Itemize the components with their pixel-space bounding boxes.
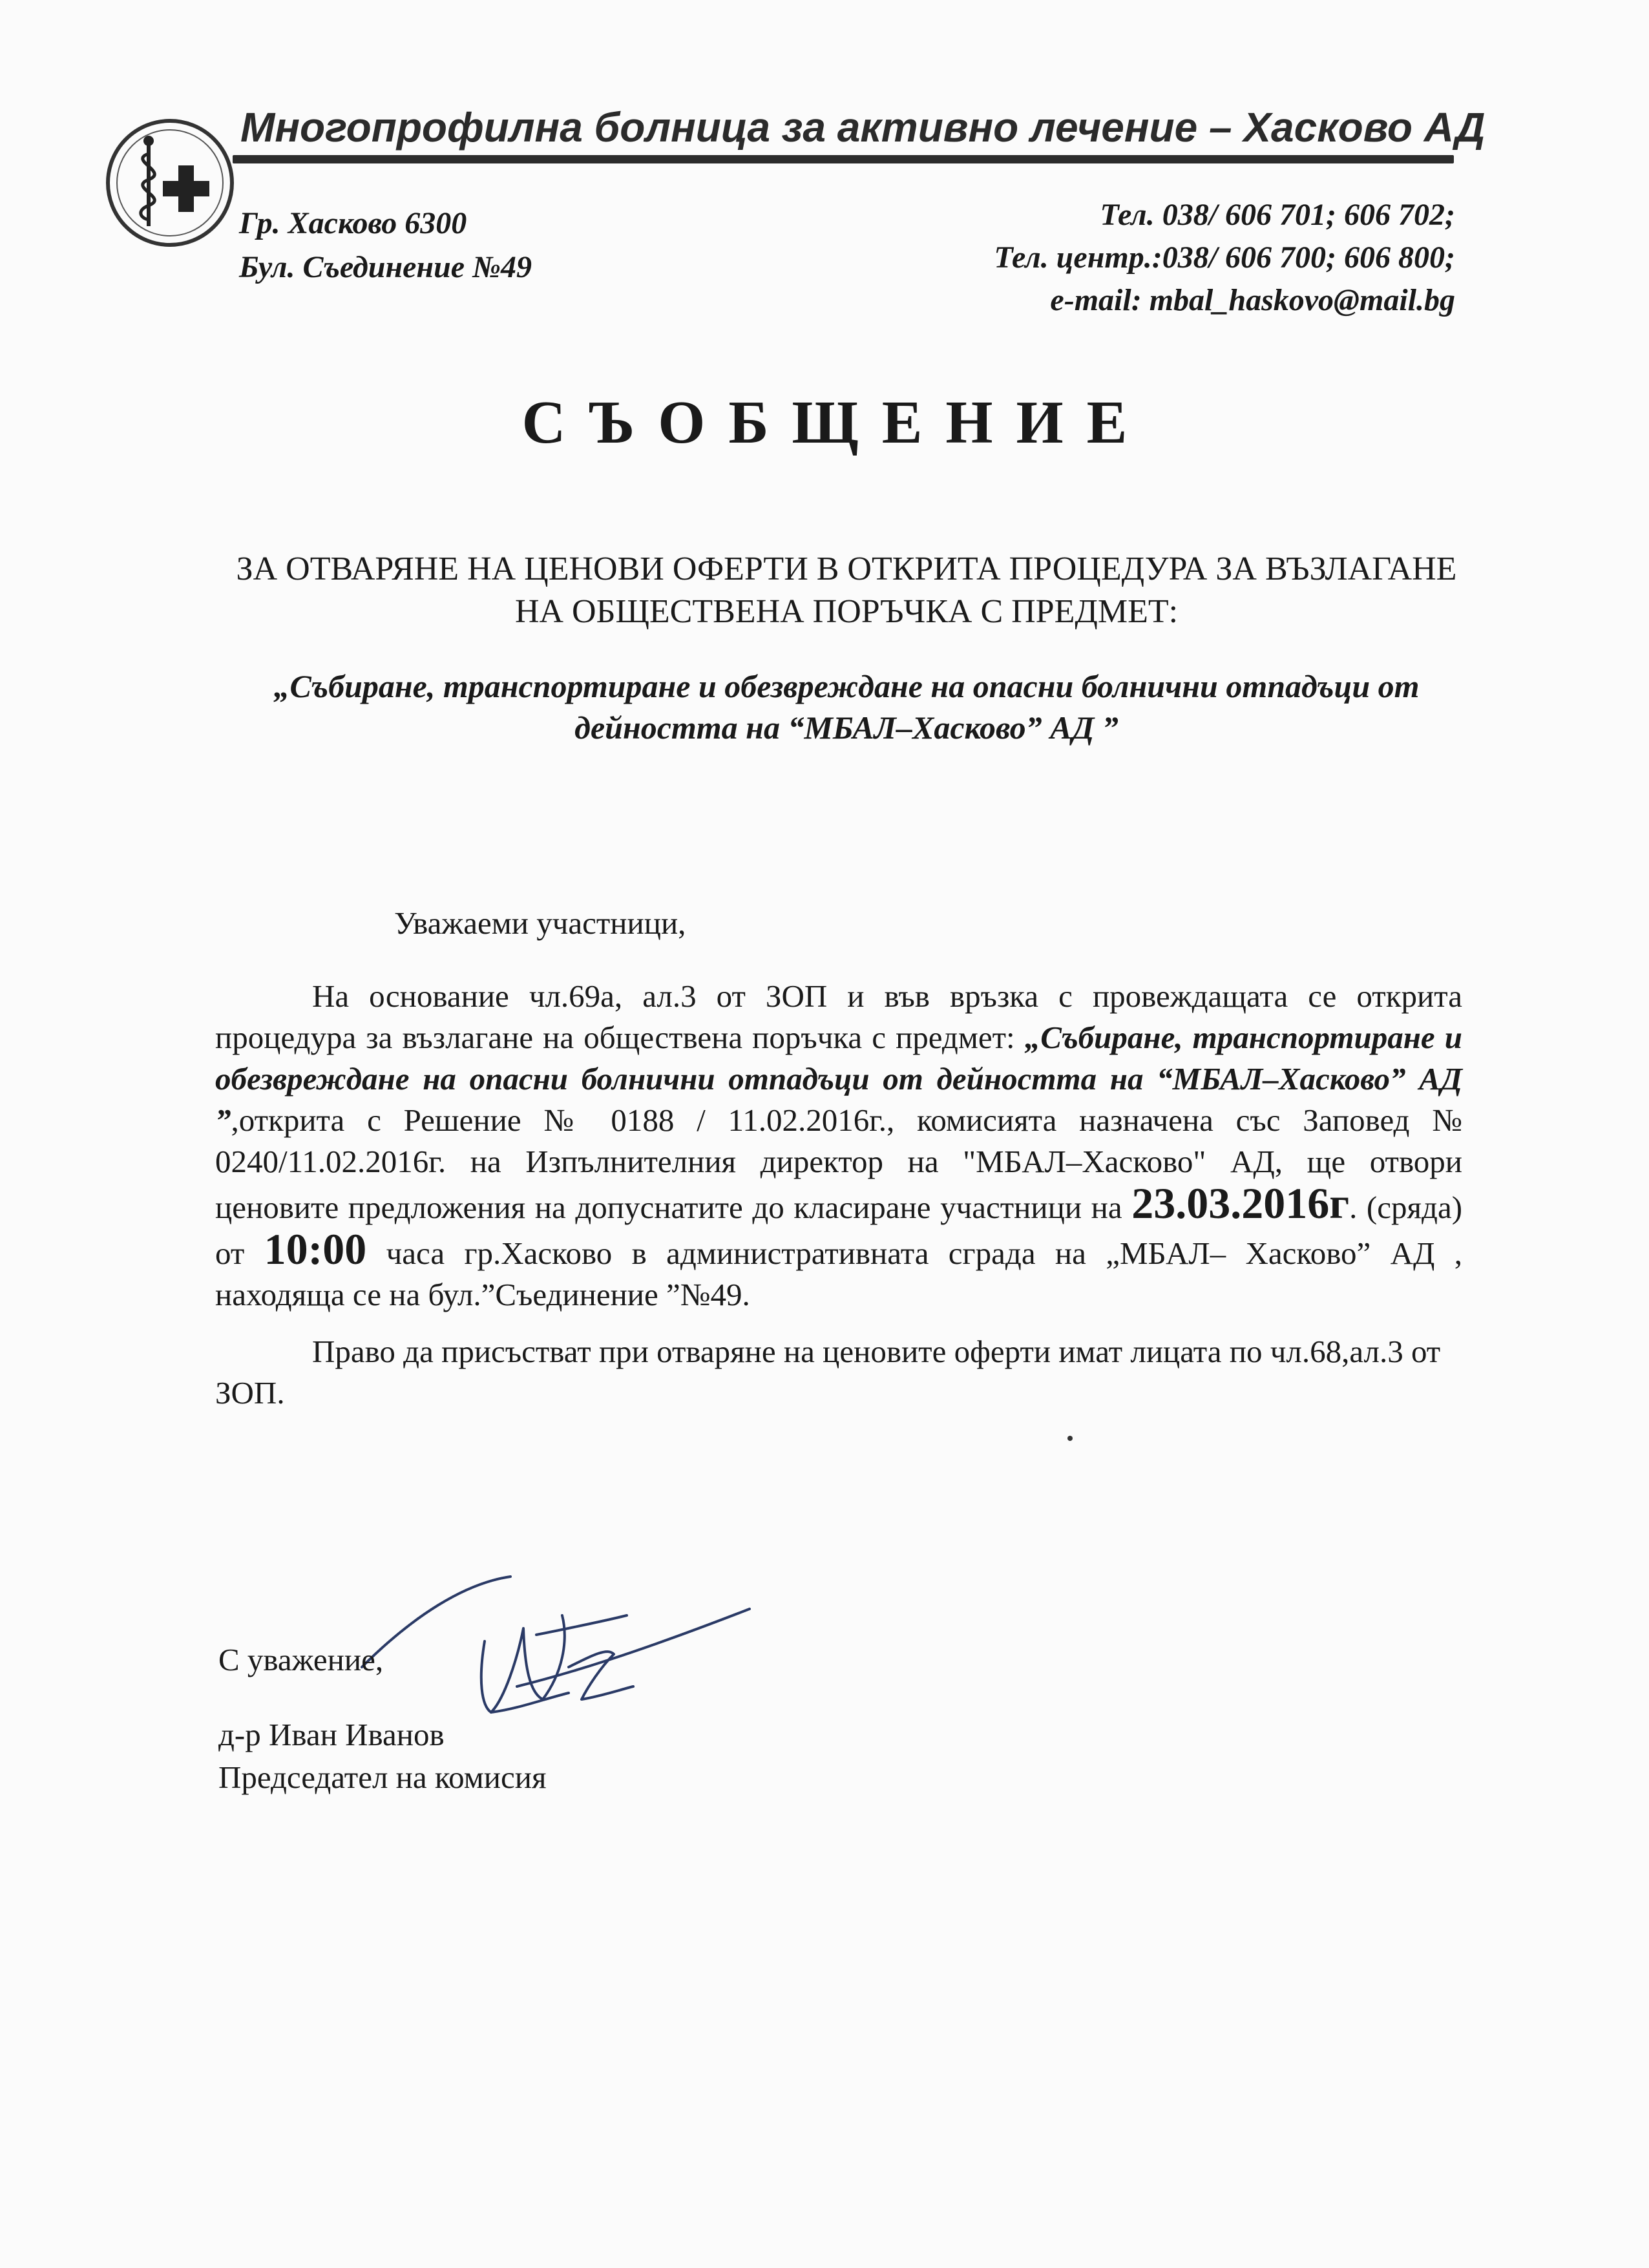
para-text-2: ,открита с Решение № 0188 / 11.02.2016г., комисията назначена със Заповед № 0240/11.02.2016г. на Изпълнителния директор на "МБАЛ–Хасково" АД, ще отвори ценовите предложения на допуснатите до класиране участници на [215, 1102, 1462, 1225]
signer-block [218, 1714, 547, 1799]
address-street: Бул. Съединение №49 [239, 250, 532, 284]
para-text-1: На основание чл.69а, ал.3 от ЗОП и във връзка с провеждащата се открита процедура за възлагане на обществена поръчка с предмет: [215, 978, 1462, 1055]
para-text-4: часа гр.Хасково в административната сграда на „МБАЛ– Хасково” АД , находяща се на бул.”Съединение ”№49. [215, 1235, 1462, 1312]
stray-dot [1067, 1436, 1073, 1441]
subtitle-line-1: ЗА ОТВАРЯНЕ НА ЦЕНОВИ ОФЕРТИ В ОТКРИТА ПРОЦЕДУРА ЗА ВЪЗЛАГАНЕ [236, 551, 1457, 587]
document-subtitle [194, 548, 1499, 633]
header-rule [233, 155, 1454, 163]
document-title: СЪОБЩЕНИЕ [521, 389, 1151, 456]
signer-title: Председател на комисия [218, 1759, 547, 1795]
para-text-3: . (сряда) от [215, 1190, 1463, 1271]
attendance-paragraph: Право да присъстват при отваряне на ценовите оферти имат лицата по чл.68,ал.3 от ЗОП. [215, 1334, 1441, 1411]
signer-name: д-р Иван Иванов [218, 1717, 445, 1752]
address-city: Гр. Хасково 6300 [239, 206, 467, 240]
para-subject: „Събиране, транспортиране и обезвреждане на опасни болнични отпадъци от дейността на “МБАЛ–Хасково” АД ” [215, 1020, 1462, 1138]
central-phone-line: Тел. центр.:038/ 606 700; 606 800; [994, 240, 1455, 275]
subject-line-2: дейността на “МБАЛ–Хасково” АД ” [574, 709, 1119, 746]
contact-block [615, 194, 1455, 322]
hospital-name: Многопрофилна болница за активно лечение – Хасково АД [240, 104, 1486, 151]
phone-line: Тел. 038/ 606 701; 606 702; [1100, 198, 1455, 232]
main-paragraph [215, 976, 1462, 1316]
opening-time: 10:00 [264, 1224, 367, 1274]
subject-line-1: „Събиране, транспортиране и обезвреждане на опасни болнични отпадъци от [273, 668, 1420, 704]
opening-date: 23.03.2016г [1131, 1179, 1350, 1228]
greeting: Уважаеми участници, [394, 905, 686, 941]
email-line: e-mail: mbal_haskovo@mail.bg [1050, 283, 1455, 317]
closing-text: С уважение, [218, 1642, 384, 1677]
procurement-subject [194, 666, 1499, 748]
subtitle-line-2: НА ОБЩЕСТВЕНА ПОРЪЧКА С ПРЕДМЕТ: [514, 593, 1179, 630]
caduceus-cross-logo [102, 115, 238, 251]
